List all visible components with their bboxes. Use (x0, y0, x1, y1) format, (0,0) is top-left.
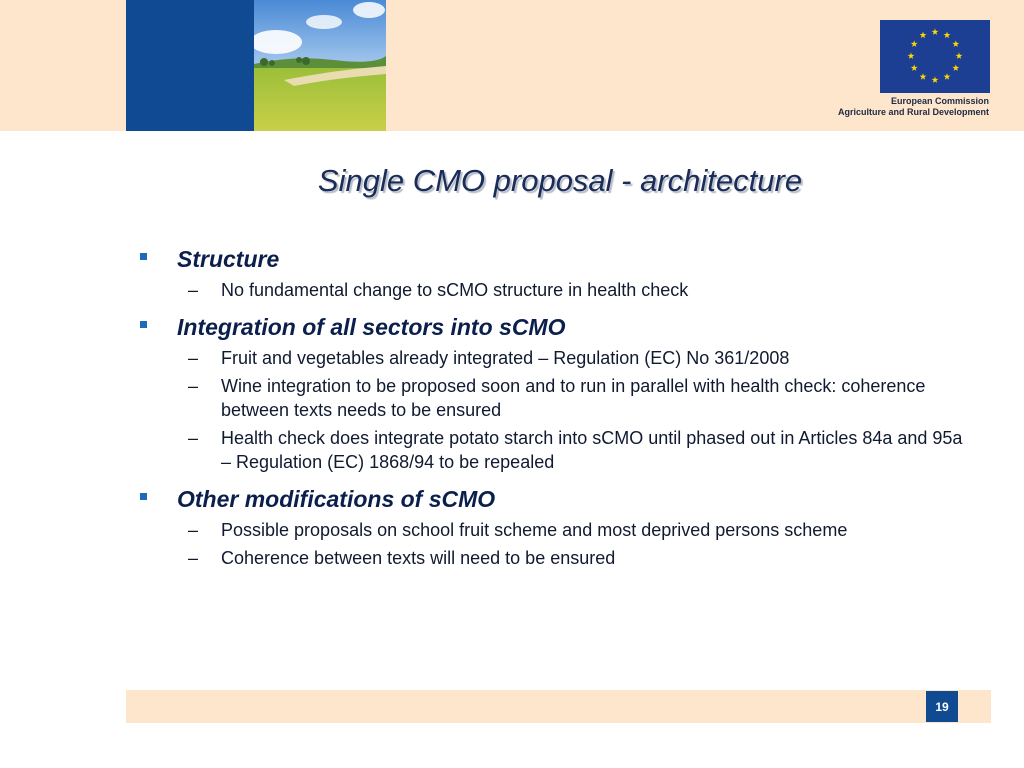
bullet-label: Integration of all sectors into sCMO (177, 314, 566, 340)
organization-name (838, 96, 989, 118)
flag-star-icon (908, 52, 915, 59)
slide-content (138, 244, 988, 570)
dash-icon: – (188, 280, 199, 300)
sub-item (138, 426, 966, 474)
bullet-integration (138, 312, 988, 342)
bullet-structure (138, 244, 988, 274)
sub-item (138, 346, 966, 370)
flag-star-icon (932, 28, 939, 35)
landscape-photo-icon (254, 0, 386, 131)
sub-item-text: Health check does integrate potato starch into sCMO until phased out in Articles 84a and 95a – Regulation (EC) 1868/94 to be repealed (221, 428, 963, 472)
flag-star-icon (932, 76, 939, 83)
dash-icon: – (188, 520, 199, 540)
sub-item-text: Wine integration to be proposed soon and to run in parallel with health check: coherence between texts needs to be ensured (221, 376, 926, 420)
header-blue-block (126, 0, 254, 131)
bullet-square-icon (140, 253, 147, 260)
eu-flag-icon (880, 20, 990, 93)
flag-star-icon (920, 73, 927, 80)
sub-item (138, 278, 966, 302)
sub-item (138, 518, 966, 542)
organization-line-2: Agriculture and Rural Development (837, 107, 989, 117)
sub-item-text: No fundamental change to sCMO structure in health check (221, 280, 689, 300)
page-number: 19 (926, 691, 958, 722)
bullet-label: Other modifications of sCMO (177, 486, 496, 512)
flag-star-icon (920, 32, 927, 39)
sub-item-text: Possible proposals on school fruit scheme and most deprived persons scheme (221, 520, 848, 540)
flag-star-icon (952, 40, 959, 47)
sub-item (138, 546, 966, 570)
flag-star-icon (944, 73, 951, 80)
dash-icon: – (188, 428, 199, 448)
flag-star-icon (956, 52, 963, 59)
slide-title: Single CMO proposal - architecture (317, 163, 803, 198)
dash-icon: – (188, 376, 199, 396)
flag-star-icon (911, 64, 918, 71)
organization-line-1: European Commission (890, 96, 989, 106)
bullet-other-modifications (138, 484, 988, 514)
flag-star-icon (944, 32, 951, 39)
flag-star-icon (911, 40, 918, 47)
sub-item-text: Fruit and vegetables already integrated – Regulation (EC) No 361/2008 (221, 348, 790, 368)
bullet-square-icon (140, 493, 147, 500)
dash-icon: – (188, 348, 199, 368)
sub-item-text: Coherence between texts will need to be ensured (221, 548, 616, 568)
footer-band (126, 690, 991, 723)
flag-star-icon (952, 64, 959, 71)
bullet-label: Structure (177, 246, 280, 272)
dash-icon: – (188, 548, 199, 568)
sub-item (138, 374, 966, 422)
bullet-square-icon (140, 321, 147, 328)
